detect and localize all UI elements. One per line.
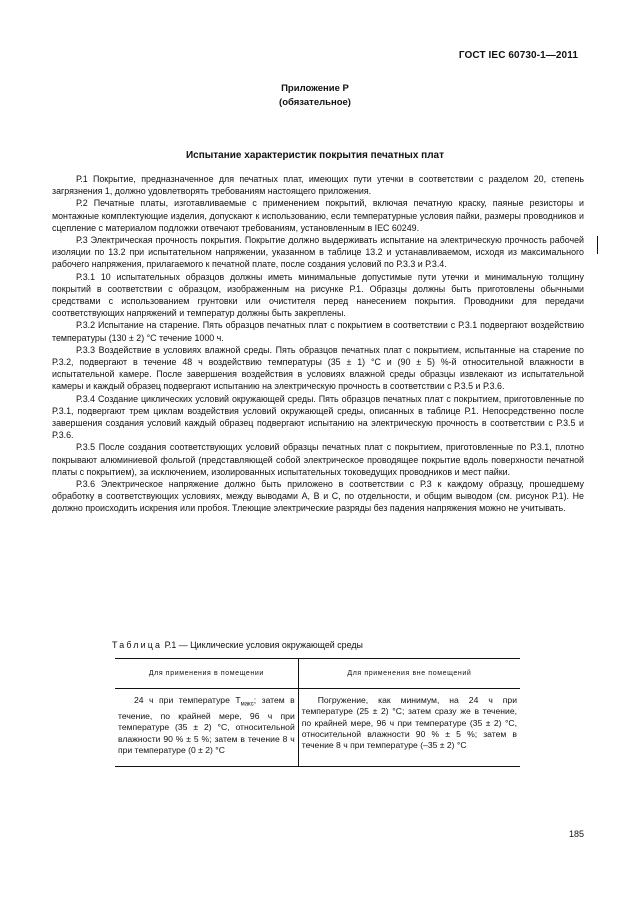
indoor-text-start: 24 ч при температуре T xyxy=(134,695,241,706)
standard-header: ГОСТ IEC 60730-1—2011 xyxy=(458,50,578,61)
cell-outdoor xyxy=(298,689,520,767)
paragraph-p3-2: Р.3.2 Испытание на старение. Пять образцов печатных плат с покрытием в соответствии с Р.3.1 подвергают воздействию температуры (130 ± 2) °С течение 1000 ч. xyxy=(52,320,584,343)
paragraph-p3-4: Р.3.4 Создание циклических условий окружающей среды. Пять образцов печатных плат с покрытием, приготовленные по Р.3.1, подвергают трем циклам воздействия условий окружающей среды, описанных в таблице Р.1. Непосредственно после завершения создания условий каждый образец подвергают испытанию на электрическую прочность в соответствии с Р.3.5 и Р.3.6. xyxy=(52,393,584,441)
cyclic-conditions-table xyxy=(115,658,520,767)
annex-title: Приложение Р xyxy=(281,83,349,94)
indoor-text-rest: ; затем в течение, по крайней мере, 96 ч при температуре (35 ± 2) °С, относительной влажности 90 % ± 5 %; затем в течение 8 ч при температуре (0 ± 2) °С xyxy=(118,695,295,755)
header-indoor: Для применения в помещении xyxy=(115,659,298,689)
paragraph-p3-3: Р.3.3 Воздействие в условиях влажной среды. Пять образцов печатных плат с покрытием, испытанные на старение по Р.3.2, подвергают в течение 48 ч воздействию температуры (35 ± 1) °С и (90 ± 5) %-й относительной влажности в испытательной камере. После завершения воздействия в условиях влажной среды образцы извлекают из испытательной камеры и каждый образец подвергают испытанию на электрическую прочность в соответствии с Р.3.5 и Р.3.6. xyxy=(52,344,584,392)
paragraph-p2: Р.2 Печатные платы, изготавливаемые с применением покрытий, включая печатную краску, паяные резисторы и монтажные комплектующие изделия, допускают к использованию, если температурные условия пайки, размеры проводников и сцепление с материалом подложки отвечают требованиям, установленным в IEC 60249. xyxy=(52,198,584,233)
tmax-subscript: макс xyxy=(240,701,254,708)
annex-status: (обязательное) xyxy=(279,97,351,108)
paragraph-p3: Р.3 Электрическая прочность покрытия. Покрытие должно выдерживать испытание на электрическую прочность рабочей изоляции по 13.2 при испытательном напряжении, указанном в таблице 13.2 и устанавливаемом, исходя из максимального рабочего напряжения, прилагаемого к печатной плате, после создания условий по Р.3.3 и Р.3.4. xyxy=(52,235,584,270)
paragraph-p3-5: Р.3.5 После создания соответствующих условий образцы печатных плат с покрытием, приготовленные по Р.3.1, плотно покрывают алюминиевой фольгой (представляющей собой электрическое проводящее покрытие вдоль поверхности печатной платы с покрытием), за исключением, изолированных испытательных токоведущих проводников и мест пайки. xyxy=(52,442,584,477)
table-caption xyxy=(112,640,363,650)
header-outdoor: Для применения вне помещений xyxy=(298,659,520,689)
revision-bar xyxy=(597,236,598,254)
paragraph-p1: Р.1 Покрытие, предназначенное для печатных плат, имеющих пути утечки в соответствии с разделом 20, степень загрязнения 1, должно удовлетворять требованиям настоящего приложения. xyxy=(52,174,584,197)
body-text xyxy=(52,173,584,515)
table-row xyxy=(115,689,520,767)
paragraph-p3-6: Р.3.6 Электрическое напряжение должно быть приложено в соответствии с Р.3 к каждому образцу, прошедшему обработку в соответствующих условиях, между выводами А, В и С, по отдельности, и общим выводом (см. рисунок Р.1). Не должно происходить искрения или пробоя. Тлеющие электрические разряды без падения напряжения можно не учитывать. xyxy=(52,479,584,514)
table-caption-text: Р.1 — Циклические условия окружающей среды xyxy=(164,640,363,650)
cell-indoor xyxy=(115,689,298,767)
section-title: Испытание характеристик покрытия печатных плат xyxy=(185,150,445,161)
cell-outdoor-text: Погружение, как минимум, на 24 ч при температуре (25 ± 2) °С; затем сразу же в течение, по крайней мере, 96 ч при температуре (35 ± 2) °С, относительной влажности 90 % ± 5 %; затем в течение 8 ч при температуре (–35 ± 2) °С xyxy=(301,695,517,751)
page-number: 185 xyxy=(568,829,584,839)
paragraph-p3-1: Р.3.1 10 испытательных образцов должны иметь минимальные допустимые пути утечки и минимальную толщину покрытий в соответствии с образцом, изображенным на рисунке Р.1. Образцы должны быть приготовлены обычными средствами с использованием грунтовки или очистителя перед нанесением покрытия. Проводники для передачи соответствующих напряжений и температур должны быть закреплены. xyxy=(52,271,584,319)
table-caption-word: Таблица xyxy=(112,640,163,650)
table-header-row xyxy=(115,659,520,689)
cell-indoor-text xyxy=(118,695,295,756)
